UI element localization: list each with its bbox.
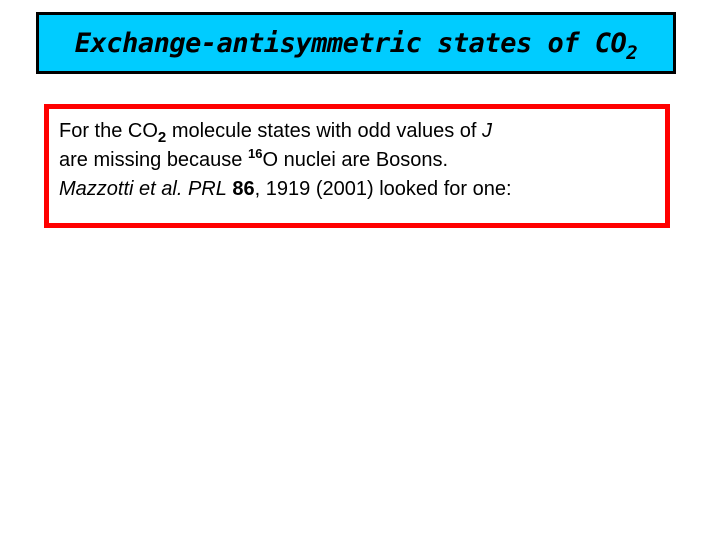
text-line-3 (59, 175, 665, 204)
line1-subscript: 2 (157, 129, 167, 146)
text-line-2 (59, 146, 665, 175)
line2-part2: O nuclei are Bosons. (262, 149, 449, 171)
slide-title-text: Exchange-antisymmetric states of CO (74, 27, 627, 59)
content-box (44, 104, 670, 228)
slide-title-subscript: 2 (626, 41, 638, 64)
line2-superscript: 16 (247, 146, 263, 161)
line1-part1: For the CO (59, 120, 158, 142)
citation-authors: Mazzotti et al. (59, 178, 183, 200)
slide-title (74, 27, 638, 64)
citation-volume: 86 (232, 178, 255, 200)
title-banner (36, 12, 676, 74)
line1-part2: molecule states with odd values of (166, 120, 482, 142)
citation-journal: PRL (187, 178, 227, 200)
line1-variable: J (482, 120, 492, 142)
text-line-1 (59, 117, 665, 146)
line2-part1: are missing because (59, 149, 248, 171)
citation-rest: , 1919 (2001) looked for one: (254, 178, 512, 200)
